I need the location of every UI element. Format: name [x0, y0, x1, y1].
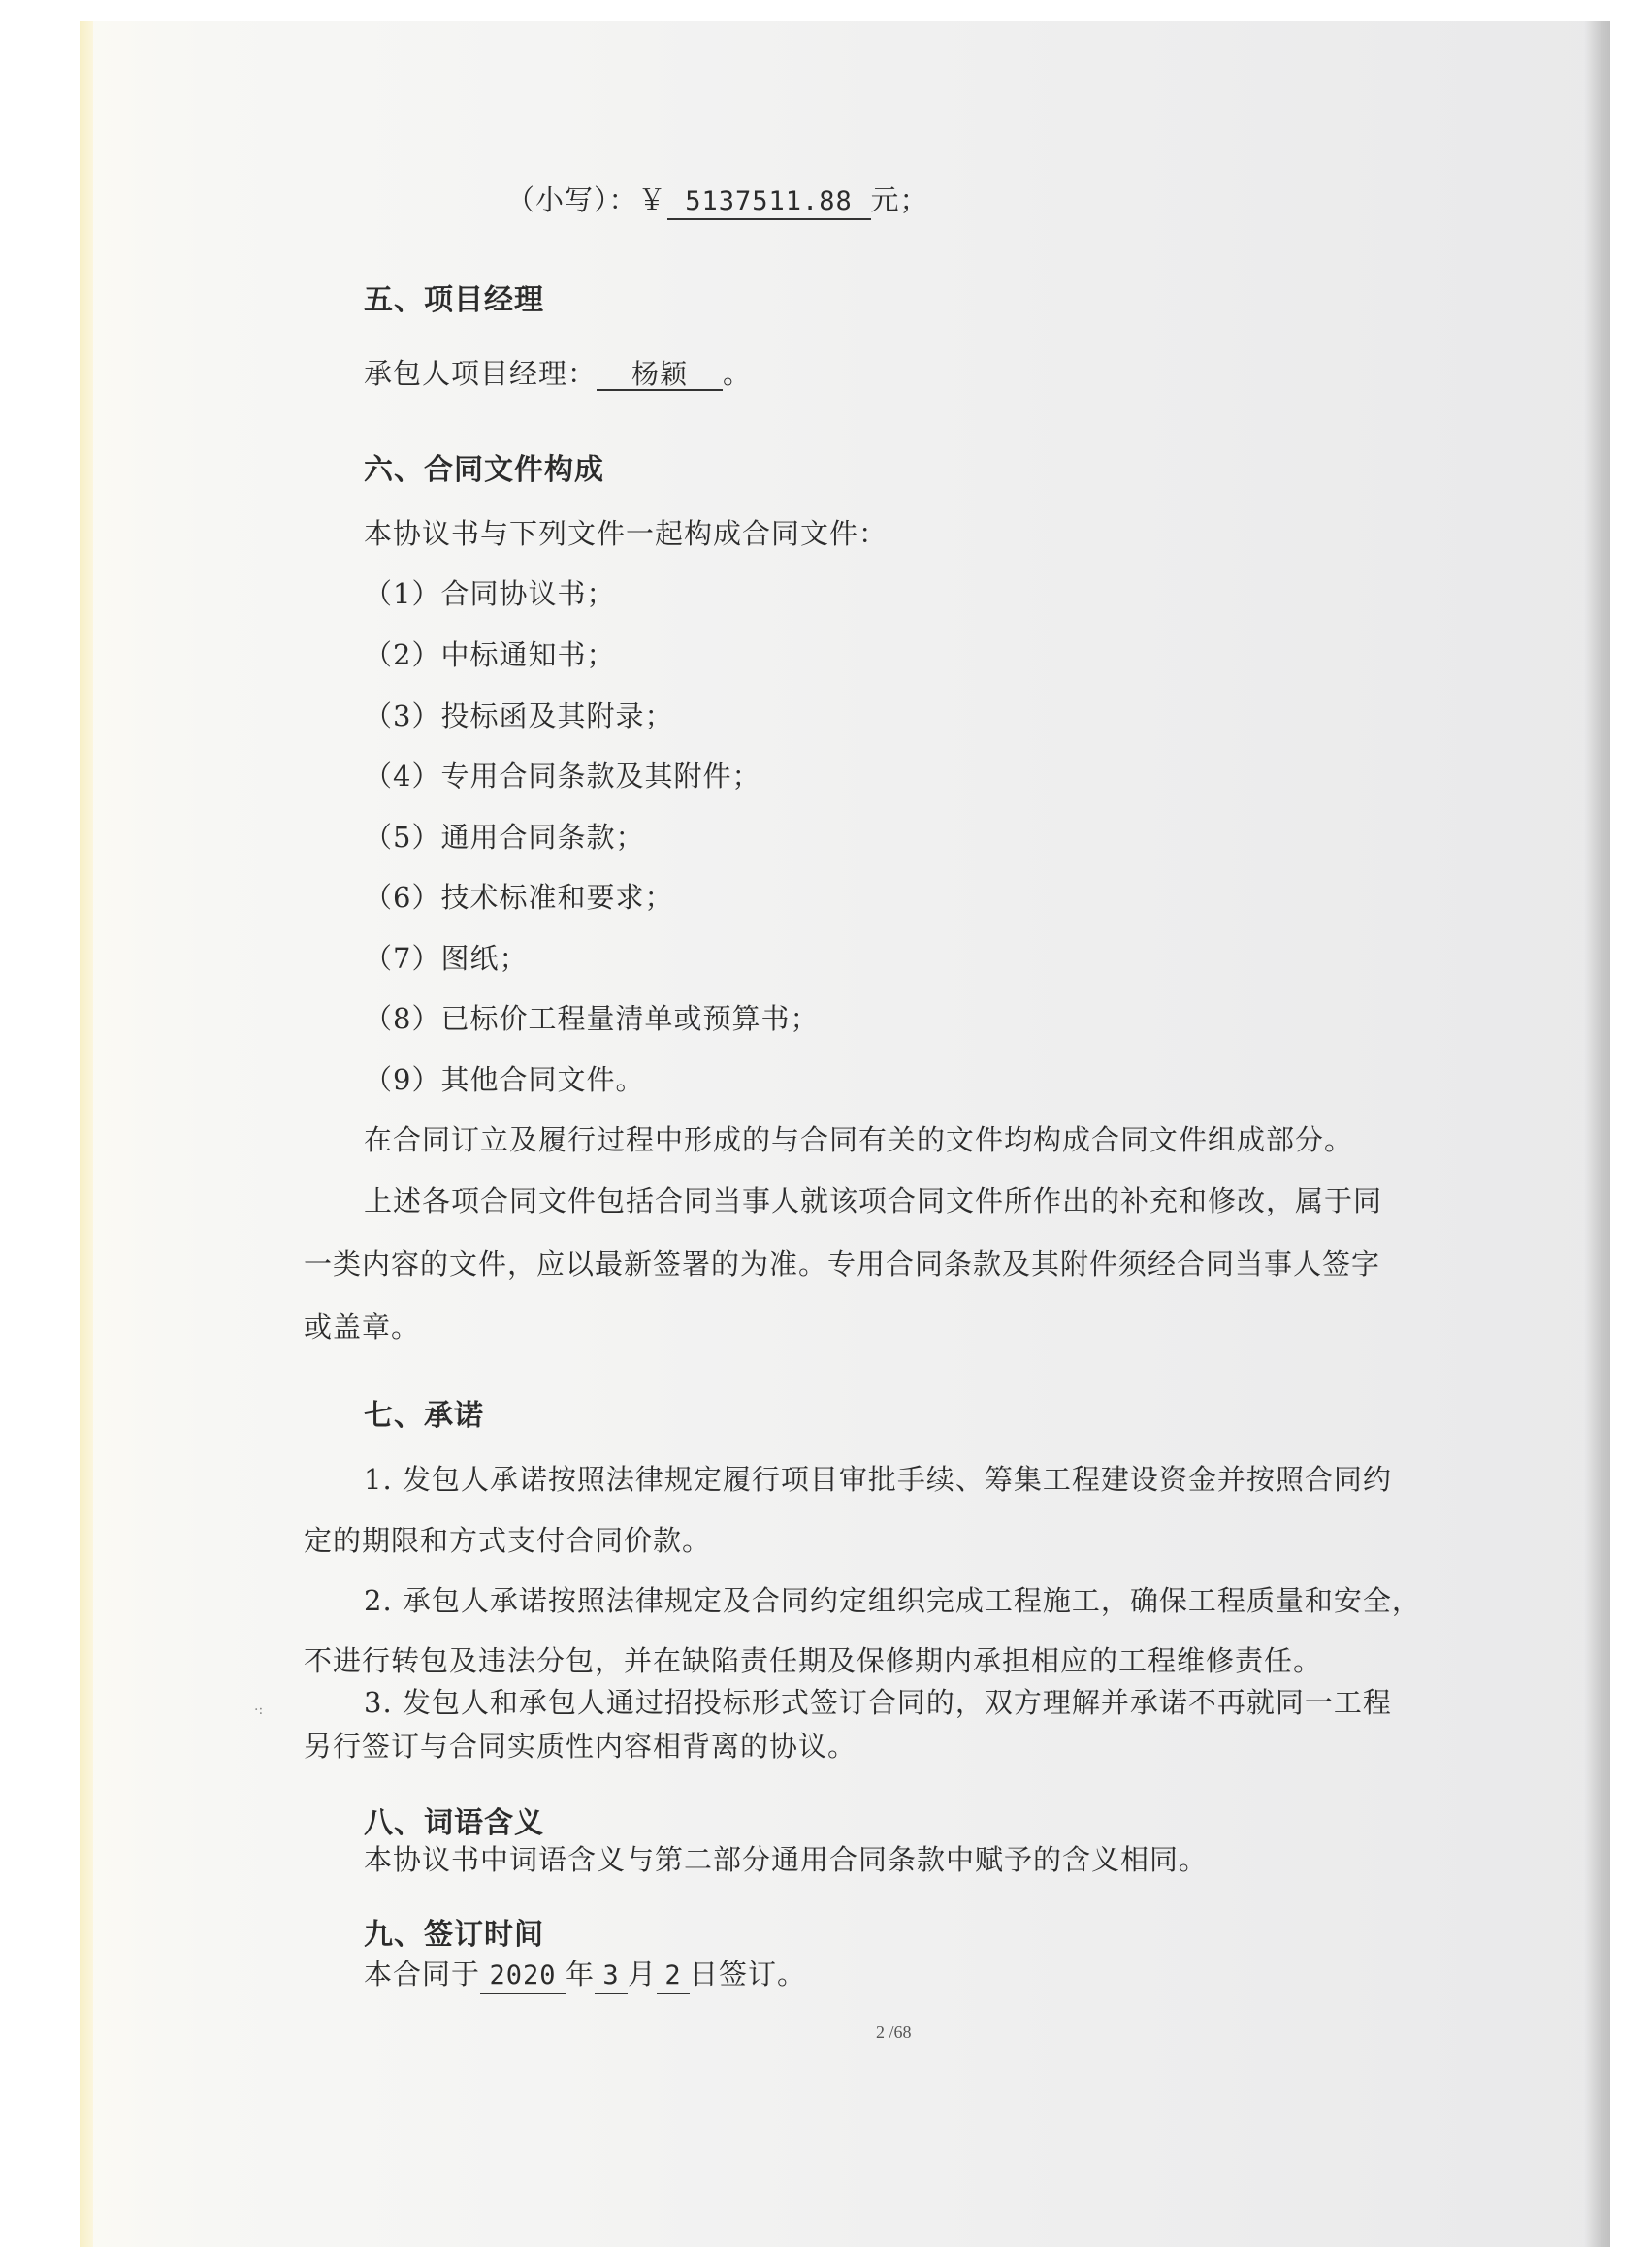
doc-list-item: （4）专用合同条款及其附件； — [364, 760, 761, 793]
signing-prefix: 本合同于 — [364, 1958, 481, 1991]
project-manager-end: 。 — [723, 357, 753, 390]
doc-list-item: （3）投标函及其附录； — [364, 699, 674, 732]
project-manager-label: 承包人项目经理： — [364, 357, 598, 390]
day-unit: 日签订。 — [690, 1958, 807, 1991]
commitment-line: 1. 发包人承诺按照法律规定履行项目审批手续、筹集工程建设资金并按照合同约 — [364, 1463, 1392, 1496]
section6-para2-line: 上述各项合同文件包括合同当事人就该项合同文件所作出的补充和修改，属于同 — [364, 1184, 1383, 1217]
doc-list-item: （8）已标价工程量清单或预算书； — [364, 1002, 820, 1035]
project-manager-line — [364, 354, 752, 393]
section6-para2-line: 或盖章。 — [304, 1311, 421, 1344]
commitment-line: 另行签订与合同实质性内容相背离的协议。 — [304, 1730, 857, 1763]
doc-list-item: （2）中标通知书； — [364, 638, 616, 671]
signing-month: 3 — [595, 1960, 628, 1994]
project-manager-name: 杨颖 — [597, 360, 723, 391]
amount-value: 5137511.88 — [667, 185, 871, 220]
amount-suffix: 元； — [870, 183, 929, 216]
section8-text: 本协议书中词语含义与第二部分通用合同条款中赋予的含义相同。 — [364, 1843, 1209, 1876]
scan-margin-right — [1610, 21, 1649, 2247]
doc-list-item: （5）通用合同条款； — [364, 821, 645, 854]
section9-heading: 九、签订时间 — [364, 1918, 544, 1952]
commitment-line: 不进行转包及违法分包，并在缺陷责任期及保修期内承担相应的工程维修责任。 — [304, 1644, 1323, 1677]
doc-list-item: （9）其他合同文件。 — [364, 1063, 645, 1096]
amount-line — [506, 180, 929, 220]
section6-para1: 在合同订立及履行过程中形成的与合同有关的文件均构成合同文件组成部分。 — [364, 1123, 1354, 1156]
signing-date-line — [364, 1955, 806, 1994]
doc-list-item: （6）技术标准和要求； — [364, 881, 674, 914]
section8-heading: 八、词语含义 — [364, 1806, 544, 1840]
year-unit: 年 — [566, 1958, 596, 1991]
commitment-line: 3. 发包人和承包人通过招投标形式签订合同的，双方理解并承诺不再就同一工程 — [364, 1686, 1392, 1719]
section6-para2-line: 一类内容的文件，应以最新签署的为准。专用合同条款及其附件须经合同当事人签字 — [304, 1247, 1381, 1280]
section6-heading: 六、合同文件构成 — [364, 453, 604, 487]
page-number: 2 /68 — [876, 2023, 912, 2042]
month-unit: 月 — [628, 1958, 658, 1991]
signing-year: 2020 — [480, 1960, 566, 1994]
scan-speck: ·: — [254, 1702, 264, 1718]
doc-list-item: （7）图纸； — [364, 942, 529, 975]
section6-intro: 本协议书与下列文件一起构成合同文件： — [364, 517, 889, 550]
doc-list-item: （1）合同协议书； — [364, 577, 616, 610]
amount-prefix: （小写）：￥ — [506, 183, 667, 216]
section7-heading: 七、承诺 — [364, 1399, 484, 1433]
signing-day: 2 — [657, 1960, 690, 1994]
commitment-line: 定的期限和方式支付合同价款。 — [304, 1524, 712, 1557]
commitment-line: 2. 承包人承诺按照法律规定及合同约定组织完成工程施工，确保工程质量和安全， — [364, 1584, 1421, 1617]
page-edge-left — [80, 21, 93, 2247]
section5-heading: 五、项目经理 — [364, 283, 544, 317]
